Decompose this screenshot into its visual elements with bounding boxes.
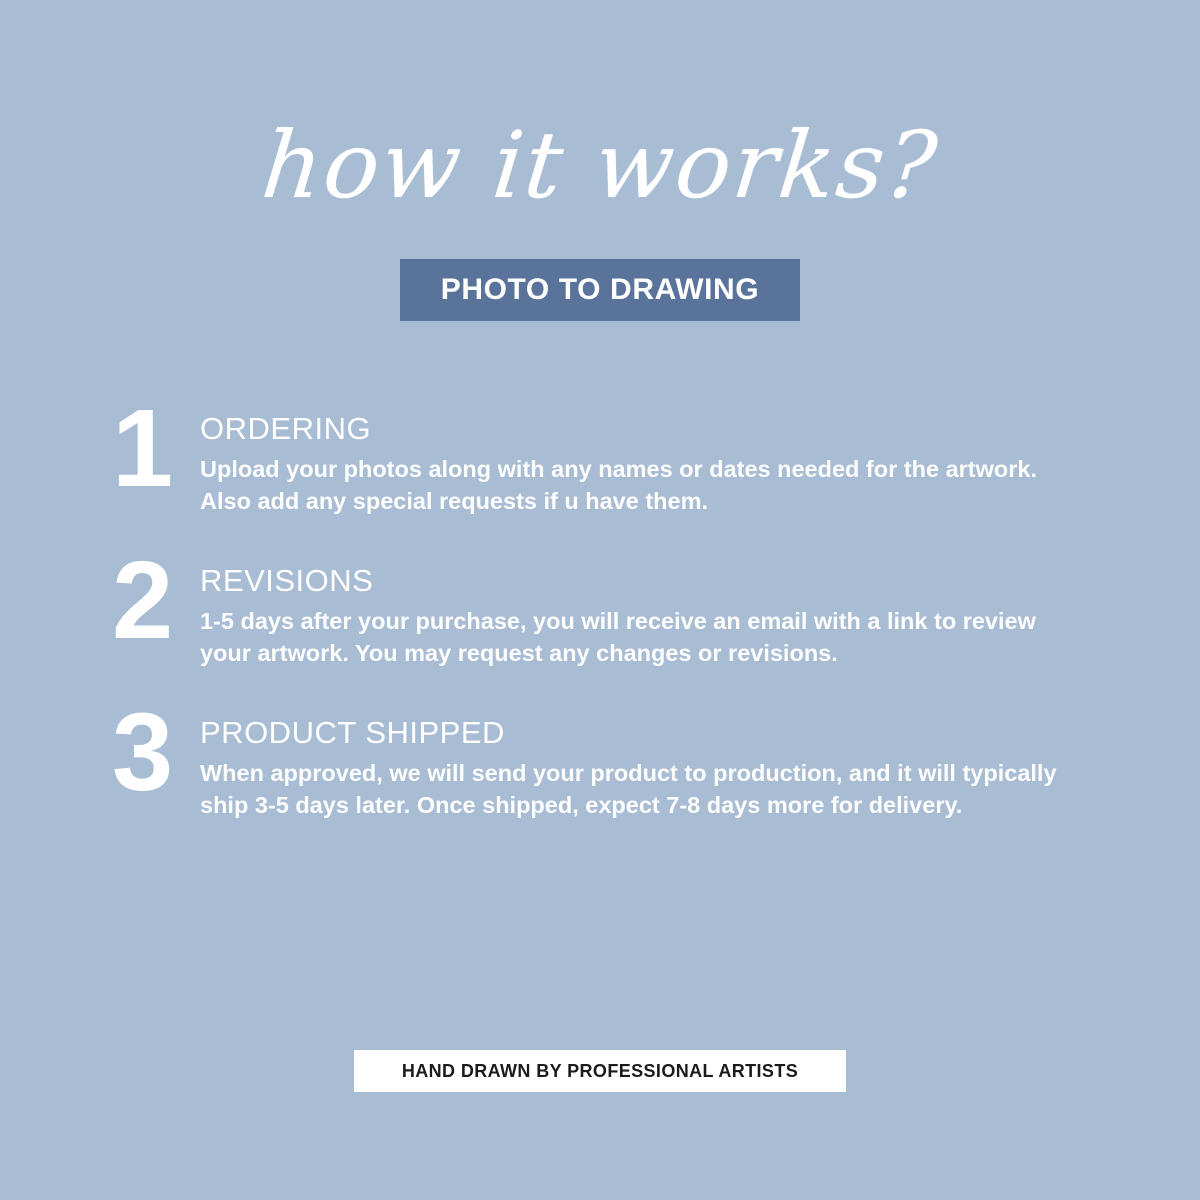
step-title: REVISIONS (200, 562, 374, 598)
step-description: When approved, we will send your product to production, and it will typically ship 3-5 days later. Once shipped, expect 7-8 days more for delivery. (200, 759, 1057, 818)
page-title: how it works? (257, 112, 944, 219)
step-number: 1 (112, 386, 172, 510)
step-body (200, 711, 1100, 821)
step-body (200, 407, 1100, 517)
step-item-product-shipped (112, 690, 1100, 821)
step-item-ordering (112, 386, 1100, 517)
step-number: 2 (112, 538, 172, 662)
product-banner (400, 259, 800, 321)
step-number: 3 (112, 690, 172, 814)
footer-badge-label: HAND DRAWN BY PROFESSIONAL ARTISTS (401, 1060, 799, 1081)
step-title: PRODUCT SHIPPED (200, 714, 505, 750)
step-body (200, 559, 1100, 669)
step-title: ORDERING (200, 410, 372, 446)
steps-list (0, 386, 1200, 821)
step-item-revisions (112, 538, 1100, 669)
step-description: Upload your photos along with any names or dates needed for the artwork. Also add any special requests if u have them. (200, 455, 1037, 514)
footer-badge (354, 1050, 846, 1092)
step-description: 1-5 days after your purchase, you will receive an email with a link to review your artwork. You may request any changes or revisions. (200, 607, 1036, 666)
product-banner-label: PHOTO TO DRAWING (440, 272, 760, 306)
